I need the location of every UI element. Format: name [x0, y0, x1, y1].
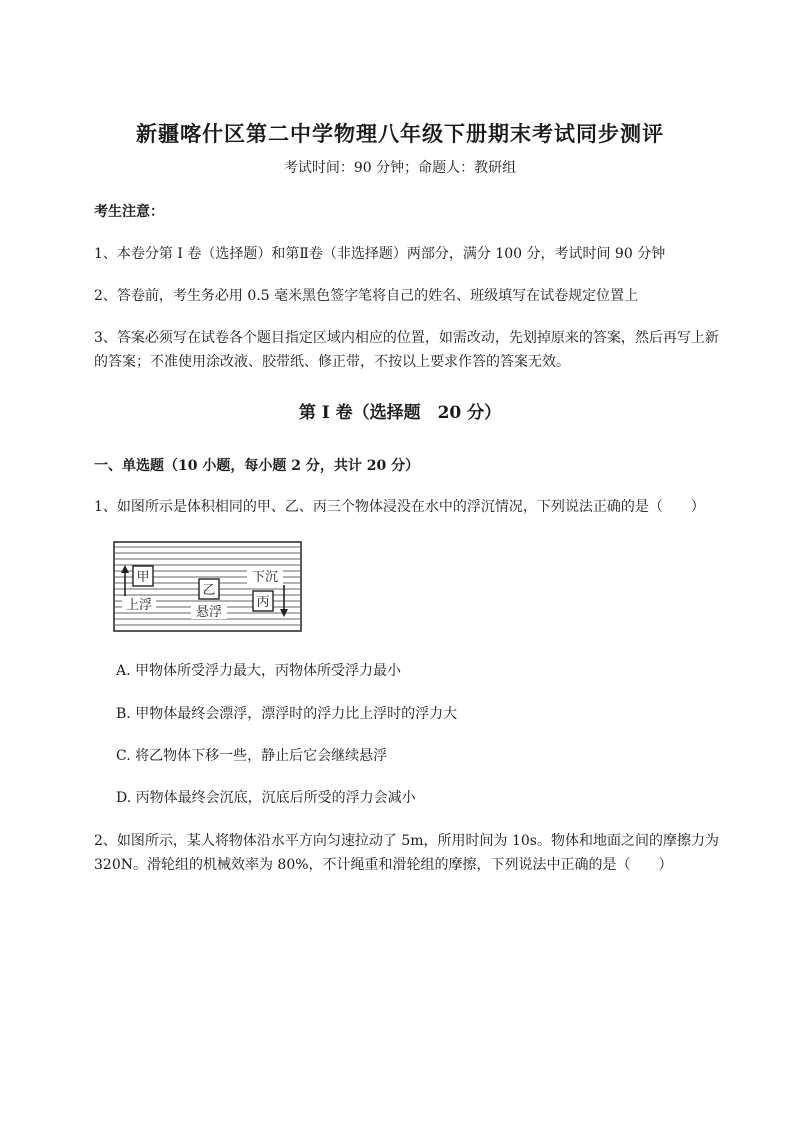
water-tank-diagram [113, 541, 303, 633]
notice-heading: 考生注意： [94, 204, 164, 220]
label-suspended: 悬浮 [195, 605, 223, 620]
object-jia-label: 甲 [136, 570, 150, 585]
object-yi-label: 乙 [202, 583, 216, 598]
section-title: 第 I 卷（选择题 20 分） [298, 403, 502, 423]
question-1-option-a: A. 甲物体所受浮力最大，丙物体所受浮力最小 [116, 663, 402, 679]
exam-title: 新疆喀什区第二中学物理八年级下册期末考试同步测评 [136, 121, 664, 146]
question-1-stem: 1、如图所示是体积相同的甲、乙、丙三个物体浸没在水中的浮沉情况，下列说法正确的是（ ） [94, 499, 705, 515]
object-bing-label: 丙 [256, 595, 270, 610]
label-sinking: 下沉 [251, 570, 279, 585]
part-heading: 一、单选题（10 小题，每小题 2 分，共计 20 分） [94, 458, 420, 474]
buoyancy-figure [113, 541, 303, 633]
notice-item-3-cont: 的答案；不准使用涂改液、胶带纸、修正带，不按以上要求作答的答案无效。 [94, 354, 570, 370]
question-2-stem-line1: 2、如图所示，某人将物体沿水平方向匀速拉动了 5m，所用时间为 10s。物体和地面之间的摩擦力为 [94, 833, 719, 849]
question-1-option-d: D. 丙物体最终会沉底，沉底后所受的浮力会减小 [116, 790, 416, 806]
notice-item-1: 1、本卷分第 I 卷（选择题）和第Ⅱ卷（非选择题）两部分，满分 100 分，考试时间 90 分钟 [94, 246, 666, 262]
question-1-option-c: C. 将乙物体下移一些，静止后它会继续悬浮 [116, 748, 388, 764]
label-floating-up: 上浮 [125, 598, 153, 613]
exam-subtitle: 考试时间：90 分钟；命题人：教研组 [283, 160, 517, 176]
question-2-stem-line2: 320N。滑轮组的机械效率为 80%，不计绳重和滑轮组的摩擦，下列说法中正确的是（ ） [94, 857, 673, 873]
question-1-option-b: B. 甲物体最终会漂浮，漂浮时的浮力比上浮时的浮力大 [116, 706, 458, 722]
notice-item-3: 3、答案必须写在试卷各个题目指定区域内相应的位置，如需改动，先划掉原来的答案，然后再写上新 [94, 330, 719, 346]
notice-item-2: 2、答卷前，考生务必用 0.5 毫米黑色签字笔将自己的姓名、班级填写在试卷规定位置上 [94, 288, 639, 304]
